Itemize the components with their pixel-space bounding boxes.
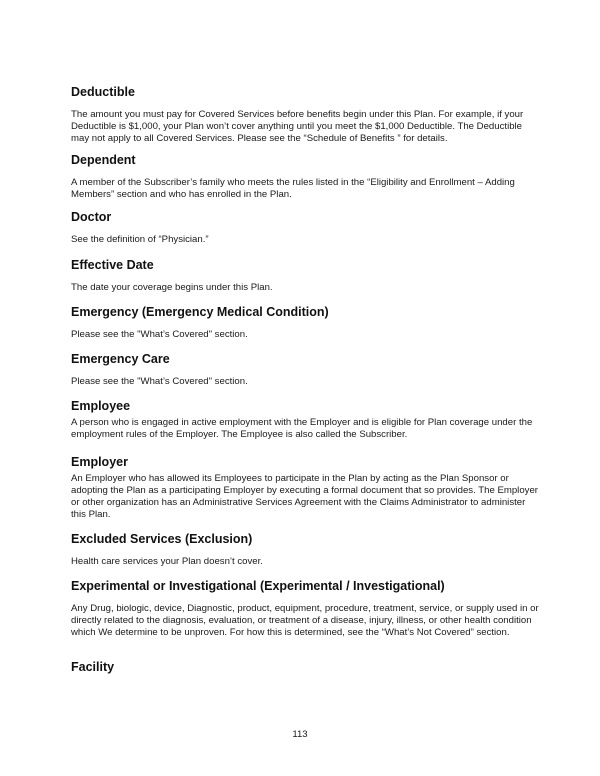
- term-definition: A person who is engaged in active employment with the Employer and is eligible for Plan coverage under the employment rules of the Employer. The Employee is also called the Subscriber.: [71, 417, 533, 440]
- term-heading: Doctor: [71, 210, 112, 224]
- term-heading: Dependent: [71, 153, 136, 167]
- term-definition: The date your coverage begins under this Plan.: [71, 282, 273, 293]
- page-number: 113: [292, 729, 308, 740]
- glossary-entry-deductible: [71, 85, 541, 145]
- glossary-entry-employee: [71, 399, 541, 441]
- term-definition: An Employer who has allowed its Employees to participate in the Plan by acting as the Plan Sponsor or adopting the Plan as a participating Employer by executing a formal document that so provides. The Employer or other organization has an Administrative Services Agreement with the Claims Administrator to administer this Plan.: [71, 473, 538, 520]
- term-heading: Experimental or Investigational (Experimental / Investigational): [71, 579, 445, 593]
- term-heading: Emergency (Emergency Medical Condition): [71, 305, 329, 319]
- term-heading: Employee: [71, 399, 131, 413]
- glossary-entry-doctor: [71, 210, 541, 246]
- glossary-entry-experimental: [71, 579, 541, 639]
- glossary-entry-excluded-services: [71, 532, 541, 568]
- term-heading: Excluded Services (Exclusion): [71, 532, 253, 546]
- glossary-entry-effective-date: [71, 258, 541, 294]
- term-heading: Effective Date: [71, 258, 154, 272]
- glossary-entry-dependent: [71, 153, 541, 201]
- term-definition: Health care services your Plan doesn’t cover.: [71, 556, 263, 567]
- term-definition: Please see the "What’s Covered" section.: [71, 376, 248, 387]
- term-definition: See the definition of “Physician.”: [71, 234, 209, 245]
- term-definition: A member of the Subscriber’s family who meets the rules listed in the “Eligibility and Enrollment – Adding Members” section and who has enrolled in the Plan.: [71, 177, 515, 200]
- glossary-entry-emergency-care: [71, 352, 541, 388]
- term-heading: Facility: [71, 660, 115, 674]
- term-heading: Deductible: [71, 85, 135, 99]
- glossary-entry-facility: [71, 660, 541, 675]
- term-definition: Please see the "What’s Covered" section.: [71, 329, 248, 340]
- glossary-entry-emergency: [71, 305, 541, 341]
- term-definition: The amount you must pay for Covered Services before benefits begin under this Plan. For example, if your Deductible is $1,000, your Plan won’t cover anything until you meet the $1,000 Deductible. The Deductible may not apply to all Covered Services. Please see the “Schedule of Benefits ” for details.: [71, 109, 524, 144]
- term-heading: Emergency Care: [71, 352, 170, 366]
- term-definition: Any Drug, biologic, device, Diagnostic, product, equipment, procedure, treatment, service, or supply used in or directly related to the diagnosis, evaluation, or treatment of a disease, injury, illness, or other health condition which We determine to be unproven. For how this is determined, see the “What’s Not Covered” section.: [71, 603, 539, 638]
- term-heading: Employer: [71, 455, 128, 469]
- glossary-entry-employer: [71, 455, 541, 521]
